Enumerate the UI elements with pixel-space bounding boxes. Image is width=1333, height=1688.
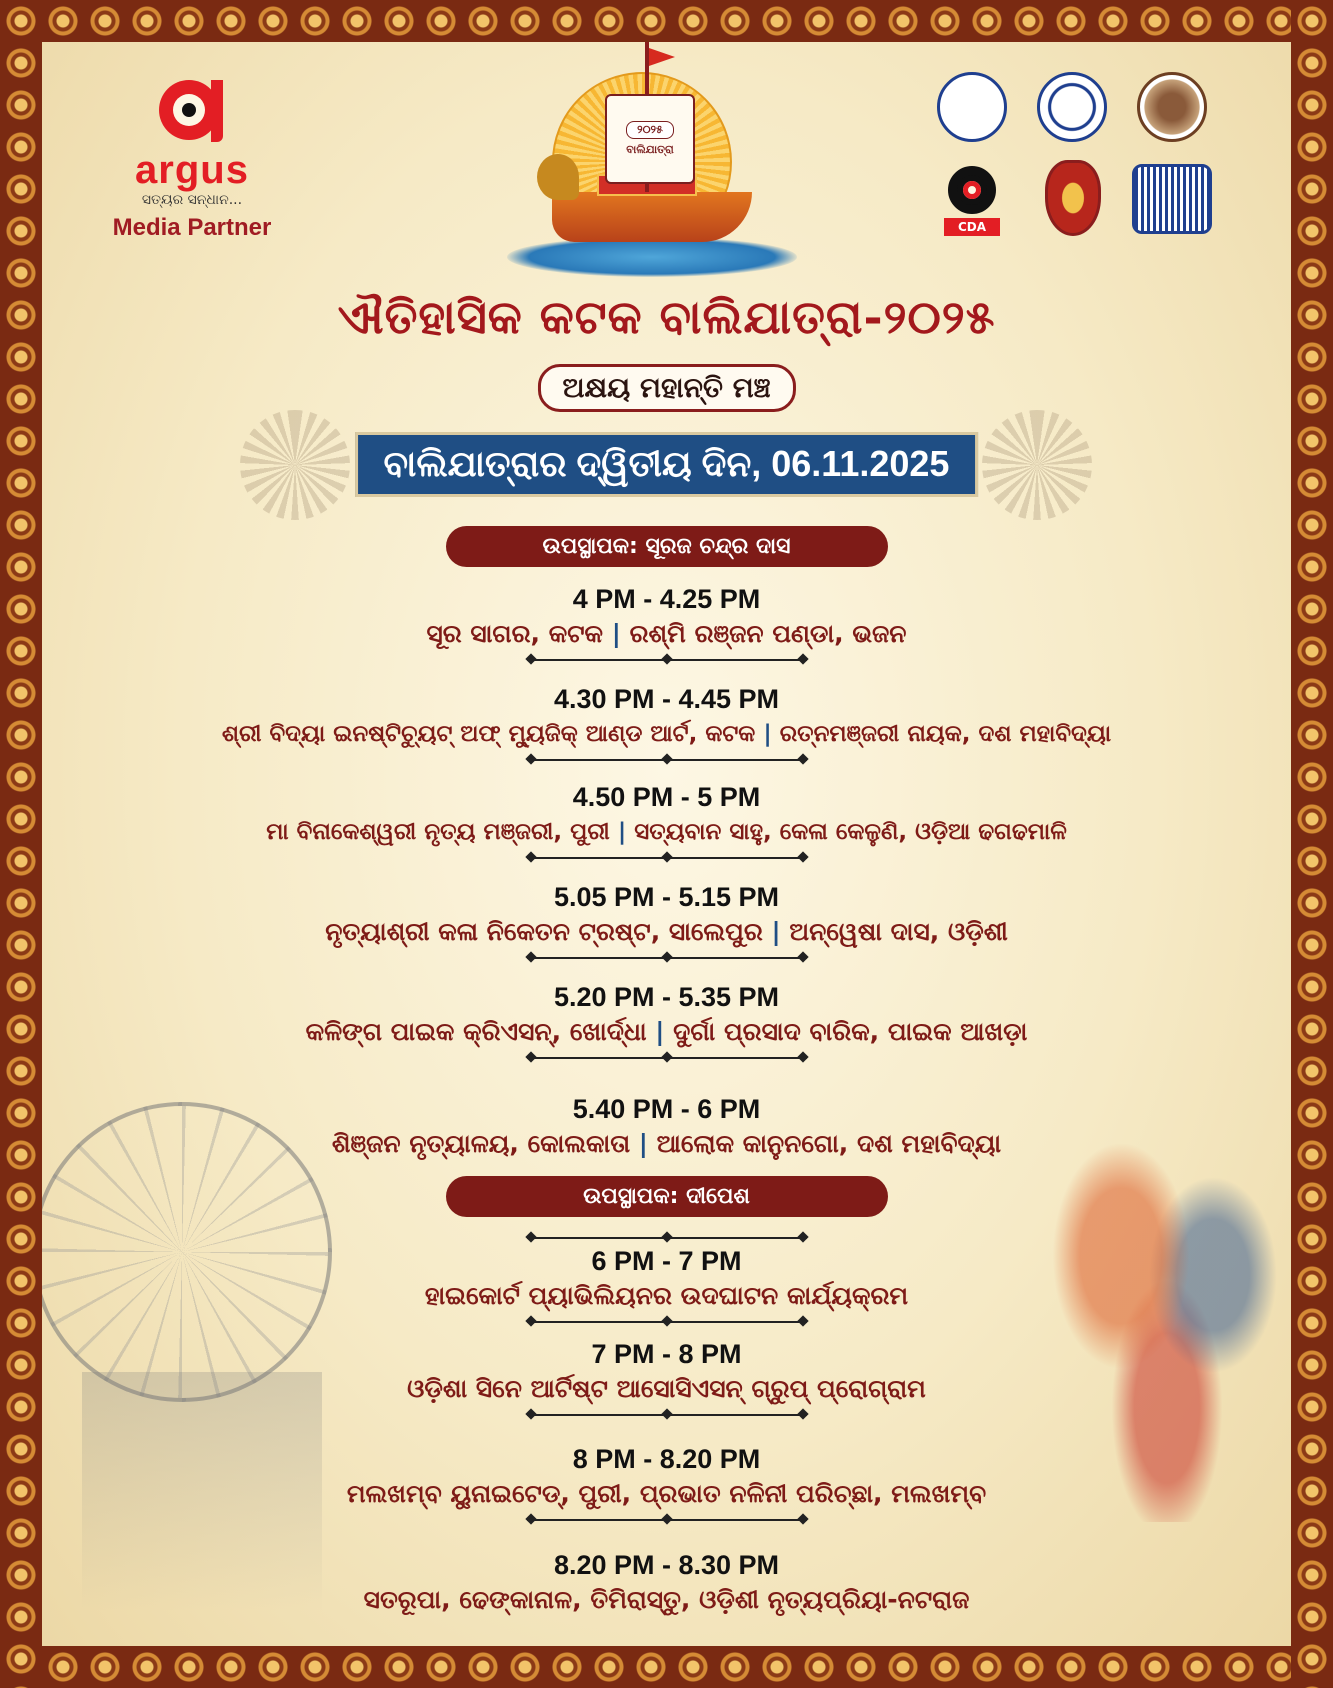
media-partner-block <box>97 72 287 242</box>
slot-separator: | <box>763 721 780 747</box>
slot-description: ହାଇକୋର୍ଟ ପ୍ୟାଭିଲିୟନର ଉଦଘାଟନ କାର୍ଯ୍ୟକ୍ରମ <box>424 1281 909 1310</box>
cda-logo <box>944 162 1000 236</box>
emblem-sail-text: ବାଲିଯାତ୍ରା <box>626 143 674 156</box>
slot-performer: ଆଲୋକ କାନୁନଗୋ, ଦଶ ମହାବିଦ୍ୟା <box>656 1129 1002 1158</box>
slot-time: 6 PM - 7 PM <box>591 1246 742 1276</box>
slot-performer: ରତ୍ନମଞ୍ଜରୀ ନାୟକ, ଦଶ ମହାବିଦ୍ୟା <box>779 721 1112 747</box>
border-right-pattern <box>1291 0 1333 1688</box>
peacock-prow-icon <box>537 154 579 200</box>
slot-separator: | <box>638 1129 657 1158</box>
slot-description: ସତରୂପା, ଢେଙ୍କାନାଳ, ତିମିରାସ୍ତୁ, ଓଡ଼ିଶୀ ନୃତ୍ୟପ୍ରିୟା-ନଟରାଜ <box>363 1585 970 1614</box>
odisha-govt-seal-icon <box>937 72 1007 142</box>
argus-brand: argus <box>135 148 249 192</box>
slot-separator: | <box>655 1017 674 1046</box>
slot-description <box>42 1126 1291 1162</box>
presenter-badge-1: ଉପସ୍ଥାପକ: ସୂରଜ ଚନ୍ଦ୍ର ଦାସ <box>446 526 888 567</box>
schedule-item <box>42 780 1291 864</box>
schedule-item <box>42 682 1291 766</box>
slot-time: 4.50 PM - 5 PM <box>572 782 761 812</box>
schedule-item <box>42 582 1291 666</box>
slot-time: 8 PM - 8.20 PM <box>572 1444 761 1474</box>
border-left-pattern <box>0 0 42 1688</box>
slot-time: 5.05 PM - 5.15 PM <box>553 882 780 912</box>
emblem-sail <box>605 94 695 184</box>
bali-yatra-emblem <box>497 42 807 272</box>
argus-tagline: ସତ୍ୟର ସନ୍ଧାନ... <box>141 192 243 208</box>
schedule-item <box>42 880 1291 964</box>
schedule-item <box>42 1092 1291 1162</box>
slot-description <box>42 814 1291 850</box>
slot-time: 7 PM - 8 PM <box>591 1339 742 1369</box>
slot-description <box>42 716 1291 752</box>
cda-mark-icon <box>948 166 996 214</box>
slot-group: କଳିଙ୍ଗ ପାଇକ କ୍ରିଏସନ୍, ଖୋର୍ଦ୍ଧା <box>305 1017 647 1046</box>
day-date-banner: ବାଲିଯାତ୍ରାର ଦ୍ୱିତୀୟ ଦିନ, 06.11.2025 <box>355 432 979 497</box>
border-top-pattern <box>0 0 1333 42</box>
poster-body <box>42 42 1291 1646</box>
schedule-item <box>42 980 1291 1064</box>
schedule-item <box>42 1442 1291 1526</box>
border-bottom-pattern <box>0 1646 1333 1688</box>
ornament-divider <box>527 654 807 666</box>
police-crest-icon <box>1045 160 1101 236</box>
slot-performer: ଦୁର୍ଗା ପ୍ରସାଦ ବାରିକ, ପାଇକ ଆଖଡ଼ା <box>673 1017 1028 1046</box>
slot-time: 5.40 PM - 6 PM <box>572 1094 761 1124</box>
slot-description <box>42 1014 1291 1050</box>
ornament-divider <box>527 1052 807 1064</box>
argus-wordmark <box>97 150 287 190</box>
slot-description: ମଲଖମ୍ବ ୟୁନାଇଟେଡ୍, ପୁରୀ, ପ୍ରଭାତ ନଳିନୀ ପରିଚ୍ଛା, ମଲଖମ୍ବ <box>346 1479 987 1508</box>
ornament-divider <box>527 852 807 864</box>
cuttack-district-logo-icon <box>1037 72 1107 142</box>
slot-performer: ଅନ୍ୱେଷା ଦାସ, ଓଡ଼ିଶୀ <box>789 917 1008 946</box>
stage-name: ଅକ୍ଷୟ ମହାନ୍ତି ମଞ୍ଚ <box>537 364 795 412</box>
schedule-item <box>42 1548 1291 1618</box>
mandala-right-icon <box>982 410 1092 520</box>
building-logo-icon <box>1132 164 1212 234</box>
slot-group: ସୂର ସାଗର, କଟକ <box>426 619 604 648</box>
ornament-divider <box>527 1316 807 1328</box>
mandala-left-icon <box>240 410 350 520</box>
ornament-divider <box>527 754 807 766</box>
slot-description: ଓଡ଼ିଶା ସିନେ ଆର୍ଟିଷ୍ଟ ଆସୋସିଏସନ୍ ଗ୍ରୁପ୍ ପ୍ରୋଗ୍ରାମ <box>407 1374 926 1403</box>
ornament-divider <box>527 1232 807 1244</box>
emblem-year: ୨୦୨୫ <box>626 121 674 139</box>
argus-logo-icon <box>153 72 231 150</box>
slot-separator: | <box>611 619 630 648</box>
slot-time: 8.20 PM - 8.30 PM <box>553 1550 780 1580</box>
boat-icon <box>552 192 752 242</box>
media-partner-label: Media Partner <box>112 214 272 241</box>
ornament-divider <box>527 1409 807 1421</box>
slot-group: ନୃତ୍ୟାଶ୍ରୀ କଳା ନିକେତନ ଟ୍ରଷ୍ଟ, ସାଲେପୁର <box>325 917 763 946</box>
page-title: ଐତିହାସିକ କଟକ ବାଲିଯାତ୍ରା-୨୦୨୫ <box>337 290 996 344</box>
slot-description <box>42 914 1291 950</box>
slot-time: 4.30 PM - 4.45 PM <box>553 684 780 714</box>
cuttack-municipal-corporation-logo-icon <box>1137 72 1207 142</box>
slot-time: 5.20 PM - 5.35 PM <box>553 982 780 1012</box>
slot-description <box>42 616 1291 652</box>
slot-group: ଶ୍ରୀ ବିଦ୍ୟା ଇନଷ୍ଟିଚ୍ୟୁଟ୍ ଅଫ୍ ମ୍ୟୁଜିକ୍ ଆଣ୍ଡ ଆର୍ଟ, କଟକ <box>221 721 756 747</box>
waves-icon <box>507 237 797 277</box>
slot-time: 4 PM - 4.25 PM <box>572 584 761 614</box>
slot-group: ଶିଞ୍ଜନ ନୃତ୍ୟାଳୟ, କୋଲକାତା <box>331 1129 631 1158</box>
slot-performer: ସତ୍ୟବାନ ସାହୁ, କେଳା କେଳୁଣି, ଓଡ଼ିଆ ଢଗଢମାଳି <box>634 819 1067 845</box>
slot-performer: ରଶ୍ମି ରଞ୍ଜନ ପଣ୍ଡା, ଭଜନ <box>629 619 907 648</box>
cda-label: CDA <box>944 218 1000 236</box>
slot-group: ମା ବିନାକେଶ୍ୱରୀ ନୃତ୍ୟ ମଞ୍ଜରୀ, ପୁରୀ <box>266 819 610 845</box>
schedule-item <box>42 1337 1291 1421</box>
ornament-divider <box>527 952 807 964</box>
flag-icon <box>649 48 675 66</box>
slot-separator: | <box>617 819 635 845</box>
ornament-divider <box>527 1514 807 1526</box>
slot-separator: | <box>771 917 790 946</box>
schedule-item <box>42 1230 1291 1328</box>
presenter-badge-2: ଉପସ୍ଥାପକ: ଦୀପେଶ <box>446 1176 888 1217</box>
